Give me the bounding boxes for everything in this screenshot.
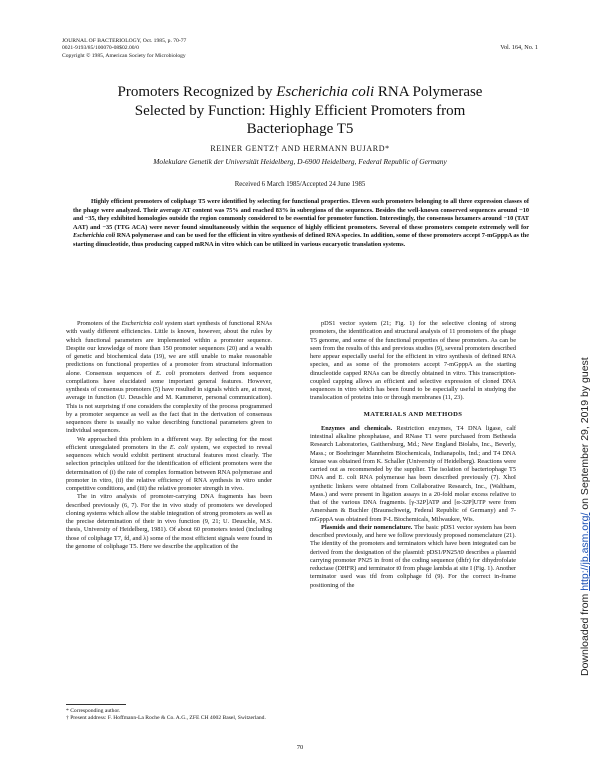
abstract-part2: RNA polymerase and can be used for the efficient in vitro synthesis of defined RNA species. In addition, some of these promoters accept 7-mGpppA as the starting dinucleotide, thus producing capped mRNA in vitro which can be utilized in various eucaryotic translation systems. xyxy=(73,232,529,248)
authors: REINER GENTZ† AND HERMANN BUJARD* xyxy=(210,144,390,153)
sidebar-prefix: Downloaded from xyxy=(579,590,591,676)
text-span-italic: Escherichia coli xyxy=(121,320,163,327)
paper-title xyxy=(40,83,560,139)
text-span: The basic pDS1 vector system has been described previously, and here we follow previously proposed nomenclature (21). The identity of the promoters and terminators which have been integrated can be derived from the designation of the plasmid: pDS1/PN25/t0 describes a plasmid carrying promoter PN25 in front of the coding sequence (dhfr) for dihydrofolate reductase (DHFR) and terminator t0 from phage lambda at site I (Fig. 1). Another terminator used was tfd from coliphage fd (9). For the correct in-frame positioning of the xyxy=(310,523,516,589)
left-column xyxy=(66,320,272,551)
runin-heading: Plasmids and their nomenclature. xyxy=(321,523,413,531)
intro-paragraph-2 xyxy=(66,436,272,494)
title-line3: Bacteriophage T5 xyxy=(246,121,354,137)
download-sidebar xyxy=(579,357,591,676)
issn-line: 0021-9193/85/100070-08$02.00/0 xyxy=(62,45,139,52)
footnotes xyxy=(66,708,272,722)
intro-paragraph-1 xyxy=(66,320,272,436)
intro-paragraph-4: pDS1 vector system (21; Fig. 1) for the selective cloning of strong promoters, the identification and structural analysis of 11 promoters of the phage T5 genome, and some of the functional properties of these promoters. As can be seen from the results of this and previous studies (9), several promoters described here appear especially useful for the efficient in vitro synthesis of defined RNA species, and as some of the promoters accept 7-mGpppA as the starting dinucleotide capped RNAs can be directly obtained in vitro. This transcription-coupled capping allows an efficient and selective expression of cloned DNA sequences in vitro which has been found to be especially useful in studying the translocation of proteins into or through membranes (11, 23). xyxy=(310,320,516,402)
methods-paragraph-1 xyxy=(310,425,516,524)
page-number: 70 xyxy=(296,744,304,751)
text-span: promoters derived from sequence compilations have elucidated some important general features. However, synthesis of consensus promoters (5) have resulted in signals which are, at most, average in function (U. Deuschle and M. Kammerer, personal communication). This is not surprising if one considers the complexity of the process programmed by a promoter sequence as well as the fact that in the derivation of consensus sequences there is usually no value describing functional parameters given to individual sequences. xyxy=(66,369,273,435)
text-span: Promoters of the xyxy=(77,320,122,327)
sidebar-suffix: on September 29, 2019 by guest xyxy=(579,357,591,513)
text-span: system start synthesis of functional RNAs with vastly different efficiencies. Little is known, however, about the rules by which functional parameters are implemented within a promoter sequence. Despite our knowledge of more than 150 promoter sequences (20) and a wealth of genetic and biochemical data (19), we are still unable to make reasonable predictions on functional properties of a promoter from structural information alone. Consensus sequences of xyxy=(66,320,272,377)
methods-paragraph-2 xyxy=(310,524,516,590)
section-heading: MATERIALS AND METHODS xyxy=(363,410,463,418)
text-span: We approached this problem in a different way. By selecting for the most efficient unregulated promoters in the xyxy=(66,435,272,451)
footnote-corresponding: * Corresponding author. xyxy=(66,708,121,714)
journal-link[interactable]: http://jb.asm.org/ xyxy=(579,512,591,591)
title-line1-suffix: RNA Polymerase xyxy=(374,84,483,100)
journal-header xyxy=(62,38,186,60)
text-span: system, we expected to reveal sequences which would exhibit pertinent structural features most clearly. The selection principles utilized for the identification of efficient promoters were the determination of (i) the rate of complex formation between RNA polymerase and promoter in vitro, (ii) the relative efficiency of RNA synthesis in vitro under competitive conditions, and (iii) the relative promoter strength in vivo. xyxy=(66,443,273,492)
footnote-divider xyxy=(66,704,126,705)
copyright-line: Copyright © 1985, American Society for Microbiology xyxy=(62,52,186,59)
text-span-italic: E. coli xyxy=(169,443,188,451)
abstract xyxy=(73,198,529,249)
volume-label: Vol. 164, No. 1 xyxy=(500,44,538,51)
title-line1-prefix: Promoters Recognized by xyxy=(117,84,277,100)
affiliation: Molekulare Genetik der Universität Heidelberg, D-6900 Heidelberg, Federal Republic of Germany xyxy=(153,157,447,166)
title-line2: Selected by Function: Highly Efficient Promoters from xyxy=(134,102,466,119)
intro-paragraph-3: The in vitro analysis of promoter-carrying DNA fragments has been described previously (6, 7). For the in vivo study of promoters we developed cloning systems which allow the stable integration of strong promoters as well as the precise determination of their in vivo function (9, 21; U. Deuschle, M.S. thesis, University of Heidelberg, 1981). Of about 60 promoters tested (including those of coliphage T7, fd, and λ) some of the most efficient signals were found in the genome of coliphage T5. Here we describe the application of the xyxy=(66,493,272,550)
runin-heading: Enzymes and chemicals. xyxy=(321,424,393,432)
abstract-part1: Highly efficient promoters of coliphage T5 were identified by selecting for functional properties. Eleven such promoters belonging to all three expression classes of the phage were analyzed. Their average AT content was 75% and reached 83% in subregions of the sequences. Besides the well-known conserved sequences around −10 and −35, they exhibited homologies outside the region commonly considered to be essential for promoter function. Interestingly, the consensus hexamers around −10 (TAT AAT) and −35 (TTG ACA) were never found simultaneously within the sequence of highly efficient promoters. Several of these promoters compete extremely well for xyxy=(73,198,529,231)
journal-line: JOURNAL OF BACTERIOLOGY, Oct. 1985, p. 70-77 xyxy=(62,38,187,44)
text-span-italic: E. coli xyxy=(156,369,176,377)
right-column xyxy=(310,320,516,590)
footnote-present-address: † Present address: F. Hoffmann-La Roche & Co. A.G., ZFE CH 4002 Basel, Switzerland. xyxy=(66,715,266,721)
received-date: Received 6 March 1985/Accepted 24 June 1985 xyxy=(234,181,366,188)
abstract-italic: Escherichia coli xyxy=(73,232,116,239)
title-line1-italic: Escherichia coli xyxy=(276,84,375,100)
text-span: Restriction enzymes, T4 DNA ligase, calf intestinal alkaline phosphatase, and RNase T1 were purchased from Bethesda Research Laboratories, Gaithersburg, Md.; New England Biolabs, Inc., Beverly, Mass.; or Boehringer Mannheim Biochemicals, Indianapolis, Ind.; and T4 DNA kinase was obtained from K. Schaller (University of Heidelberg). Reactions were carried out as recommended by the supplier. The isolation of bacteriophage T5 DNA and E. coli RNA polymerase has been described previously (7). XhoI synthetic linkers were obtained from Collaborative Research, Inc., (Waltham, Mass.) and were present in ligation assays in a 20-fold molar excess relative to that of the various DNA fragments. [γ-32P]ATP and [α-32P]UTP were from Amersham & Buchler (Braunschweig, Federal Republic of Germany) and 7-mGpppA was obtained from P-L Biochemicals, Milwaukee, Wis. xyxy=(310,424,516,523)
